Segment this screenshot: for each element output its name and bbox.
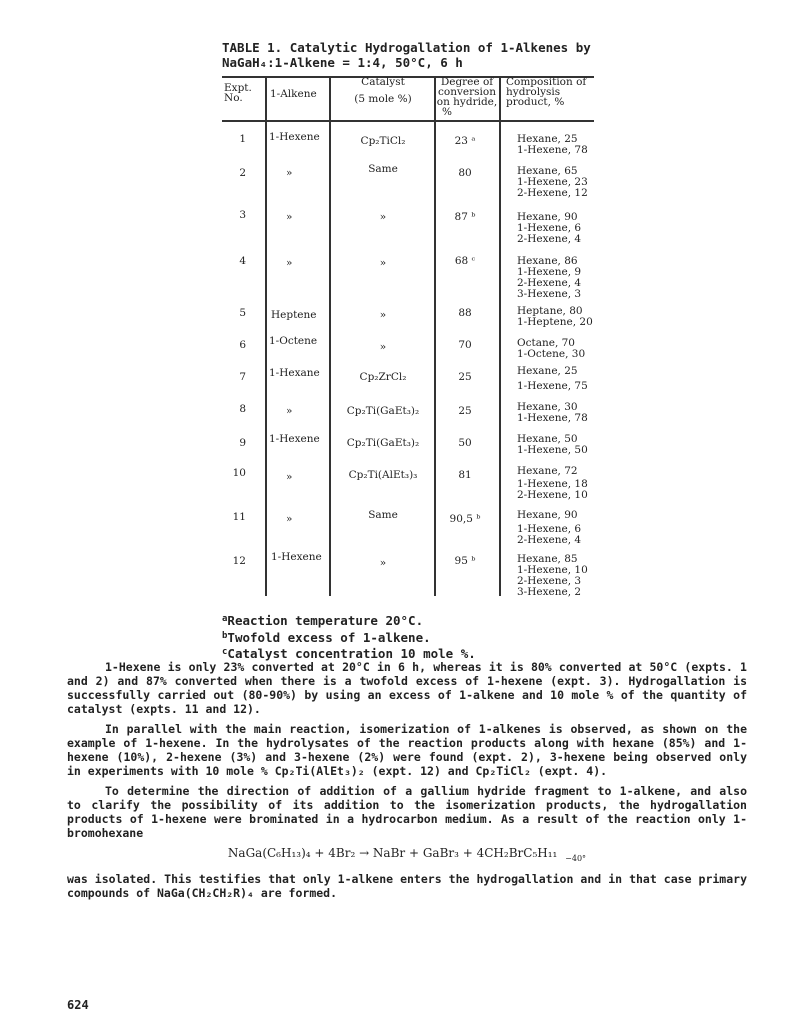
footnote-b-mark: b xyxy=(222,630,228,641)
row-5-catalyst: » xyxy=(379,309,387,321)
row-6-composition xyxy=(517,338,585,360)
row-6-composition-line-1: Octane, 70 xyxy=(517,337,575,349)
row-4-alkene: » xyxy=(286,257,293,269)
row-6-composition-line-2: 1-Octene, 30 xyxy=(517,348,586,360)
row-1-composition xyxy=(517,134,588,156)
row-9-catalyst: Cp₂Ti(GaEt₃)₂ xyxy=(346,437,420,449)
row-7-composition-line-1: Hexane, 25 xyxy=(517,365,578,377)
page-number: 624 xyxy=(67,998,89,1012)
row-12-composition-line-3: 2-Hexene, 3 xyxy=(517,575,582,587)
footnote-c-mark: c xyxy=(222,647,228,657)
row-4-composition-line-3: 2-Hexene, 4 xyxy=(517,277,582,289)
header-expt xyxy=(224,83,252,103)
row-3-composition-line-1: Hexane, 90 xyxy=(517,211,578,223)
row-3-composition-line-3: 2-Hexene, 4 xyxy=(517,233,582,245)
row-7-degree: 25 xyxy=(458,371,472,383)
row-7-alkene: 1-Hexane xyxy=(269,367,320,379)
row-10-catalyst: Cp₂Ti(AlEt₃)₃ xyxy=(348,469,418,481)
row-5-composition-line-2: 1-Heptene, 20 xyxy=(517,316,593,328)
row-8-composition-line-2: 1-Hexene, 78 xyxy=(517,412,588,424)
header-degree-line-4: % xyxy=(442,106,452,118)
row-4-no: 4 xyxy=(239,255,246,267)
row-12-composition xyxy=(517,554,588,598)
row-8-degree: 25 xyxy=(458,405,472,417)
row-5-degree: 88 xyxy=(458,307,472,319)
header-composition xyxy=(506,77,586,107)
row-5-no: 5 xyxy=(239,307,246,319)
row-6-no: 6 xyxy=(239,339,246,351)
header-catalyst xyxy=(334,77,432,104)
row-1-composition-line-1: Hexane, 25 xyxy=(517,133,578,145)
row-2-degree: 80 xyxy=(458,167,472,179)
row-3-no: 3 xyxy=(239,209,246,221)
header-expt-line-1: Expt. xyxy=(224,82,252,94)
row-7-no: 7 xyxy=(239,371,246,383)
footnote-a xyxy=(222,612,642,629)
header-composition-line-3: product, % xyxy=(506,96,565,108)
row-12-catalyst: » xyxy=(379,557,387,569)
paragraph-2: In parallel with the main reaction, isomerization of 1-alkenes is observed, as shown on the example of 1-hexene. In the hydrolysates of the reaction products along with hexane (85%) and 1-hexene (10%), 2-hexene (3%) and 3-hexene (2%) were found (expt. 2), 3-hexene being observed only in experiments with 10 mole % Cp₂Ti(AlEt₃)₂ (expt. 12) and Cp₂TiCl₂ (expt. 4). xyxy=(67,722,747,778)
row-9-composition xyxy=(517,434,588,456)
row-11-composition xyxy=(517,510,581,546)
row-12-degree: 95 ᵇ xyxy=(454,555,476,567)
row-1-catalyst: Cp₂TiCl₂ xyxy=(360,135,406,147)
row-12-alkene: 1-Hexene xyxy=(271,551,322,563)
row-9-no: 9 xyxy=(239,437,246,449)
row-8-composition xyxy=(517,402,588,424)
row-10-composition-line-2: 1-Hexene, 18 xyxy=(517,478,588,490)
row-3-alkene: » xyxy=(286,211,293,223)
row-3-composition-line-2: 1-Hexene, 6 xyxy=(517,222,582,234)
row-4-composition-line-1: Hexane, 86 xyxy=(517,255,578,267)
header-catalyst-line-1: Catalyst xyxy=(361,76,405,88)
row-6-degree: 70 xyxy=(458,339,472,351)
footnote-b xyxy=(222,629,642,646)
row-12-composition-line-1: Hexane, 85 xyxy=(517,553,578,565)
row-7-composition xyxy=(517,366,588,392)
row-2-no: 2 xyxy=(239,167,246,179)
header-composition-line-1: Composition of xyxy=(506,76,587,88)
row-11-alkene: » xyxy=(286,513,293,525)
row-8-composition-line-1: Hexane, 30 xyxy=(517,401,578,413)
row-4-degree: 68 ᶜ xyxy=(454,255,476,267)
row-7-catalyst: Cp₂ZrCl₂ xyxy=(359,371,407,383)
row-11-composition-line-2: 1-Hexene, 6 xyxy=(517,523,582,535)
data-table xyxy=(222,74,594,614)
table-header-rule xyxy=(222,120,594,122)
row-4-catalyst: » xyxy=(379,257,387,269)
body-text xyxy=(67,660,747,906)
table-title-line-1: TABLE 1. Catalytic Hydrogallation of 1-Alkenes by xyxy=(222,40,591,55)
column-divider-4 xyxy=(499,76,501,596)
row-1-composition-line-2: 1-Hexene, 78 xyxy=(517,144,588,156)
paragraph-3: To determine the direction of addition of a gallium hydride fragment to 1-alkene, and also to clarify the possibility of its addition to the isomerization products, the hydrogallation products of 1-hexene were brominated in a hydrocarbon medium. As a result of the reaction only 1-bromohexane xyxy=(67,784,747,840)
row-5-composition xyxy=(517,306,593,328)
row-6-alkene: 1-Octene xyxy=(269,335,318,347)
row-9-alkene: 1-Hexene xyxy=(269,433,320,445)
row-2-composition-line-2: 1-Hexene, 23 xyxy=(517,176,588,188)
paragraph-4: was isolated. This testifies that only 1-alkene enters the hydrogallation and in that case primary compounds of NaGa(CH₂CH₂R)₄ are formed. xyxy=(67,872,747,900)
row-2-composition xyxy=(517,166,588,199)
table-footnotes xyxy=(222,612,642,662)
footnote-a-mark: a xyxy=(222,614,228,624)
row-3-degree: 87 ᵇ xyxy=(454,211,476,223)
row-2-catalyst: Same xyxy=(368,163,398,175)
footnote-a-text: Reaction temperature 20°C. xyxy=(227,613,424,628)
row-3-composition xyxy=(517,212,581,245)
reaction-equation xyxy=(67,846,747,866)
row-12-no: 12 xyxy=(232,555,246,567)
row-3-catalyst: » xyxy=(379,211,387,223)
header-degree-line-2: conversion xyxy=(438,86,496,98)
row-10-no: 10 xyxy=(232,467,246,479)
row-8-catalyst: Cp₂Ti(GaEt₃)₂ xyxy=(346,405,420,417)
table-title xyxy=(222,40,642,70)
row-2-composition-line-3: 2-Hexene, 12 xyxy=(517,187,588,199)
row-4-composition xyxy=(517,256,581,300)
row-10-composition xyxy=(517,466,588,501)
row-12-composition-line-4: 3-Hexene, 2 xyxy=(517,586,582,598)
row-10-alkene: » xyxy=(286,471,293,483)
header-degree-line-3: on hydride, xyxy=(436,96,498,108)
row-9-composition-line-1: Hexane, 50 xyxy=(517,433,578,445)
row-2-alkene: » xyxy=(286,167,293,179)
footnote-b-text: Twofold excess of 1-alkene. xyxy=(227,629,431,645)
header-alkene xyxy=(270,89,317,99)
row-8-no: 8 xyxy=(239,403,246,415)
row-10-degree: 81 xyxy=(458,469,472,481)
row-9-degree: 50 xyxy=(458,437,472,449)
row-6-catalyst: » xyxy=(379,341,387,353)
row-5-alkene: Heptene xyxy=(271,309,317,321)
row-1-alkene: 1-Hexene xyxy=(269,131,320,143)
column-divider-1 xyxy=(265,76,267,596)
row-12-composition-line-2: 1-Hexene, 10 xyxy=(517,564,588,576)
row-9-composition-line-2: 1-Hexene, 50 xyxy=(517,444,588,456)
row-11-no: 11 xyxy=(232,511,246,523)
row-1-no: 1 xyxy=(239,133,246,145)
row-7-composition-line-2: 1-Hexene, 75 xyxy=(517,380,588,392)
row-1-degree: 23 ᵃ xyxy=(454,135,476,147)
row-10-composition-line-3: 2-Hexene, 10 xyxy=(517,489,588,501)
row-11-composition-line-1: Hexane, 90 xyxy=(517,509,578,521)
row-4-composition-line-2: 1-Hexene, 9 xyxy=(517,266,582,278)
equation-condition: −40° xyxy=(565,854,587,863)
row-8-alkene: » xyxy=(286,405,293,417)
equation-text: NaGa(C₆H₁₃)₄ + 4Br₂ → NaBr + GaBr₃ + 4CH₂BrC₅H₁₁ xyxy=(227,846,558,860)
table-title-line-2: NaGaH₄:1-Alkene = 1:4, 50°C, 6 h xyxy=(222,55,463,70)
footnote-c-text: Catalyst concentration 10 mole %. xyxy=(227,646,476,661)
paragraph-1: 1-Hexene is only 23% converted at 20°C in 6 h, whereas it is 80% converted at 50°C (expts. 1 and 2) and 87% converted when there is a twofold excess of 1-hexene (expt. 3). Hydrogallation is successfully carried out (80-90%) by using an excess of 1-alkene and 10 mole % of the quantity of catalyst (expts. 11 and 12). xyxy=(67,660,747,716)
header-alkene-line-1: 1-Alkene xyxy=(270,88,317,100)
header-degree-line-1: Degree of xyxy=(440,76,494,88)
row-5-composition-line-1: Heptane, 80 xyxy=(517,305,583,317)
row-4-composition-line-4: 3-Hexene, 3 xyxy=(517,288,582,300)
row-11-composition-line-3: 2-Hexene, 4 xyxy=(517,534,582,546)
row-11-catalyst: Same xyxy=(368,509,398,521)
header-composition-line-2: hydrolysis xyxy=(506,86,561,98)
header-catalyst-line-2: (5 mole %) xyxy=(354,93,412,105)
row-11-degree: 90,5 ᵇ xyxy=(449,513,481,525)
row-2-composition-line-1: Hexane, 65 xyxy=(517,165,578,177)
row-10-composition-line-1: Hexane, 72 xyxy=(517,465,578,477)
header-degree xyxy=(436,77,498,117)
header-expt-line-2: No. xyxy=(224,92,243,104)
